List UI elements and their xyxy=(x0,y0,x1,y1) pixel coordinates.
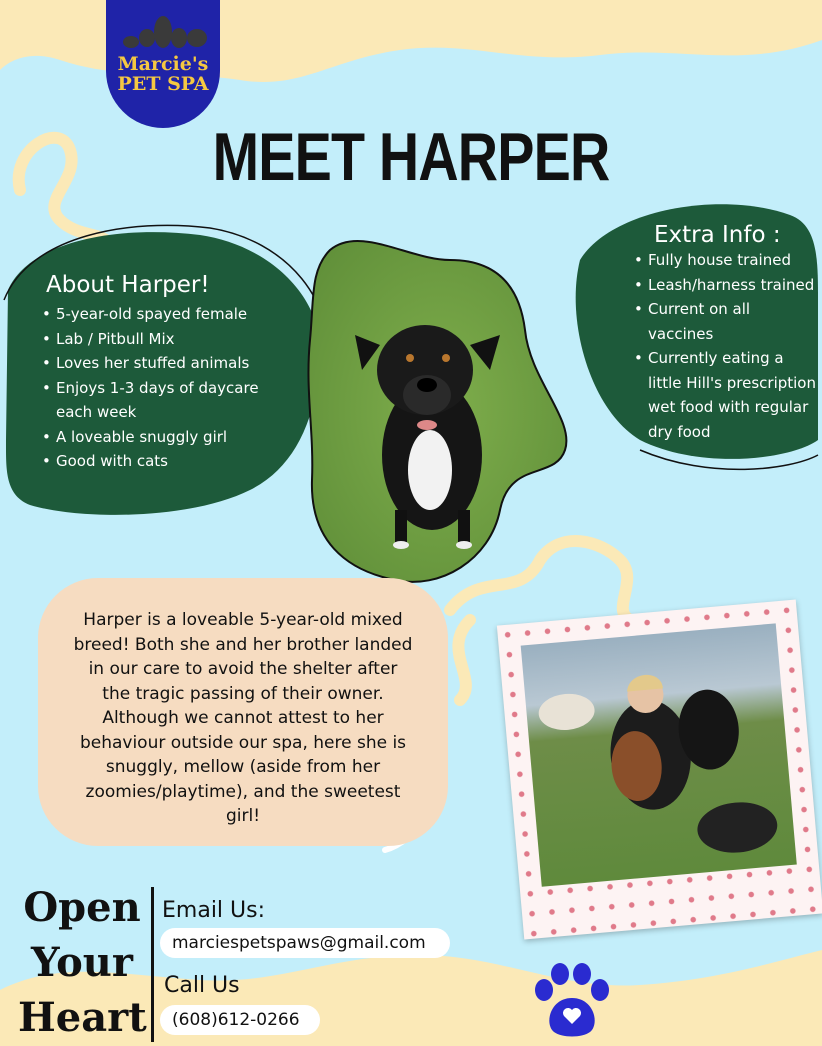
about-item: • 5-year-old spayed female xyxy=(56,302,280,327)
open-your-heart-slogan xyxy=(18,880,146,1045)
about-item: • Loves her stuffed animals xyxy=(56,351,280,376)
harper-with-owner-photo xyxy=(521,623,797,886)
extra-item: • Current on all vaccines xyxy=(648,297,817,346)
phone-number[interactable]: (608)612-0266 xyxy=(160,1005,320,1035)
slogan-line1: Open xyxy=(23,884,141,931)
about-heading: About Harper! xyxy=(46,272,210,298)
about-item: • Lab / Pitbull Mix xyxy=(56,327,280,352)
story-box xyxy=(38,578,448,846)
page-title: MEET HARPER xyxy=(212,119,610,195)
phone-label: Call Us xyxy=(164,973,240,998)
extra-item: • Currently eating a little Hill's prescription wet food with regular dry food xyxy=(648,346,817,444)
about-item: • Good with cats xyxy=(56,449,280,474)
about-item: • Enjoys 1-3 days of daycare each week xyxy=(56,376,280,425)
paw-print-icon xyxy=(530,962,615,1042)
about-item: • A loveable snuggly girl xyxy=(56,425,280,450)
harper-photo xyxy=(300,220,580,600)
slogan-line2: Your xyxy=(31,939,133,986)
polaroid-photo xyxy=(497,600,822,940)
extra-item: • Fully house trained xyxy=(648,248,817,273)
about-section xyxy=(40,272,280,474)
logo-line2: PET SPA xyxy=(117,73,209,95)
dogs-silhouette-icon xyxy=(113,8,213,50)
extra-item: • Leash/harness trained xyxy=(648,273,817,298)
divider xyxy=(151,887,154,1042)
logo-line1: Marcie's xyxy=(117,53,209,75)
slogan-line3: Heart xyxy=(18,994,147,1041)
email-address[interactable]: marciespetspaws@gmail.com xyxy=(160,928,450,958)
extra-heading: Extra Info : xyxy=(654,222,781,248)
extra-info-section xyxy=(632,222,817,444)
story-text: Harper is a loveable 5-year-old mixed breed! Both she and her brother landed in our care to avoid the shelter after the tragic passing of their owner. Although we cannot attest to her behaviour outside our spa, here she is snuggly, mellow (aside from her zoomies/playtime), and the sweetest girl! xyxy=(73,610,413,826)
marcies-pet-spa-logo xyxy=(106,0,220,128)
email-label: Email Us: xyxy=(162,898,266,923)
